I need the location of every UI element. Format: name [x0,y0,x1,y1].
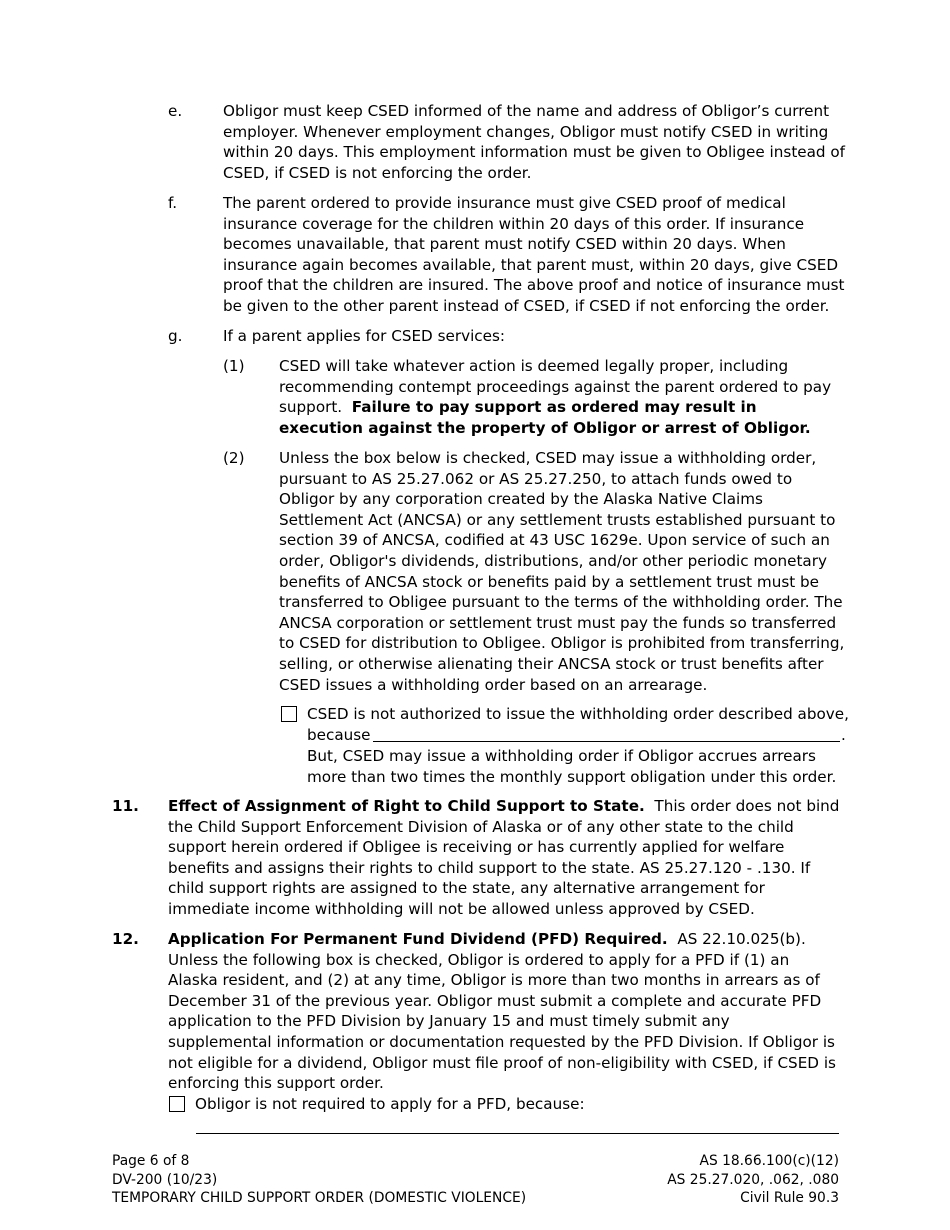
because-label: because [307,726,371,744]
section-12-title: Application For Permanent Fund Dividend (PFD) Required. [168,930,668,948]
because-period: . [841,726,846,744]
footer-form-title: TEMPORARY CHILD SUPPORT ORDER (DOMESTIC VIOLENCE) [112,1190,527,1207]
section-11-body [168,796,840,920]
item-g-text: If a parent applies for CSED services: [223,327,506,345]
withholding-after-text: But, CSED may issue a withholding order if Obligor accrues arrears more than two times the monthly support obligation under this order. [307,747,837,786]
section-11-number: 11. [112,797,139,815]
item-f-label: f. [168,194,178,212]
section-11-title: Effect of Assignment of Right to Child Support to State. [168,797,645,815]
section-12-text: AS 22.10.025(b). Unless the following box is checked, Obligor is ordered to apply for a PFD if (1) an Alaska resident, and (2) at any time, Obligor is more than two months in arrears as of December 31 of the previous year. Obligor must submit a complete and accurate PFD application to the PFD Division by January 15 and must timely submit any supplemental information or documentation requested by the PFD Division. If Obligor is not eligible for a dividend, Obligor must file proof of non-eligibility with CSED, if CSED is enforcing this support order. [168,930,836,1093]
footer-form-id: DV-200 (10/23) [112,1171,218,1188]
pfd-checkbox-label: Obligor is not required to apply for a PFD, because: [195,1095,585,1113]
section-12-number: 12. [112,930,139,948]
pfd-not-required-checkbox[interactable] [169,1096,185,1112]
footer-page-number: Page 6 of 8 [112,1153,190,1169]
section-11-text: This order does not bind the Child Support Enforcement Division of Alaska or of any other state to the child support herein ordered if Obligee is receiving or has currently applied for welfare benefits and assigns their rights to child support to the state. AS 25.27.120 - .130. If child support rights are assigned to the state, any alternative arrangement for immediate income withholding will not be allowed unless approved by CSED. [168,797,840,918]
item-g1-bold-warning: Failure to pay support as ordered may result in execution against the property of Obligor or arrest of Obligor. [279,398,811,437]
item-g2-label: (2) [223,449,245,467]
footer-statute-ref-2: AS 25.27.020, .062, .080 [667,1171,839,1188]
footer-right [667,1152,839,1208]
item-g-label: g. [168,327,183,345]
item-e-label: e. [168,102,183,120]
item-g1-label: (1) [223,357,245,375]
withholding-checkbox-label: CSED is not authorized to issue the withholding order described above, [307,705,849,723]
footer-left [112,1152,526,1208]
pfd-because-input-line[interactable] [196,1133,839,1134]
item-g2-text: Unless the box below is checked, CSED may issue a withholding order, pursuant to AS 25.27.062 or AS 25.27.250, to attach funds owed to Obligor by any corporation created by the Alaska Native Claims Settlement Act (ANCSA) or any settlement trusts established pursuant to section 39 of ANCSA, codified at 43 USC 1629e. Upon service of such an order, Obligor's dividends, distributions, and/or other periodic monetary benefits of ANCSA stock or benefits paid by a settlement trust must be transferred to Obligee pursuant to the terms of the withholding order. The ANCSA corporation or settlement trust must pay the funds so transferred to CSED for distribution to Obligee. Obligor is prohibited from transferring, selling, or otherwise alienating their ANCSA stock or trust benefits after CSED issues a withholding order based on an arrearage. [279,449,845,694]
item-g1-text [279,356,839,438]
footer-statute-ref-1: AS 18.66.100(c)(12) [699,1153,839,1169]
footer-statute-ref-3: Civil Rule 90.3 [740,1190,839,1207]
because-input-line[interactable] [373,741,840,742]
item-g1-plain: CSED will take whatever action is deemed legally proper, including recommending contempt proceedings against the parent ordered to pay support. [279,357,832,417]
withholding-not-authorized-checkbox[interactable] [281,706,297,722]
item-f-text: The parent ordered to provide insurance must give CSED proof of medical insurance coverage for the children within 20 days of this order. If insurance becomes unavailable, that parent must notify CSED within 20 days. When insurance again becomes available, that parent must, within 20 days, give CSED proof that the children are insured. The above proof and notice of insurance must be given to the other parent instead of CSED, if CSED if not enforcing the order. [223,194,845,315]
section-12-body [168,929,836,1094]
item-e-text: Obligor must keep CSED informed of the name and address of Obligor’s current employer. Whenever employment changes, Obligor must notify CSED in writing within 20 days. This employment information must be given to Obligee instead of CSED, if CSED is not enforcing the order. [223,102,846,182]
